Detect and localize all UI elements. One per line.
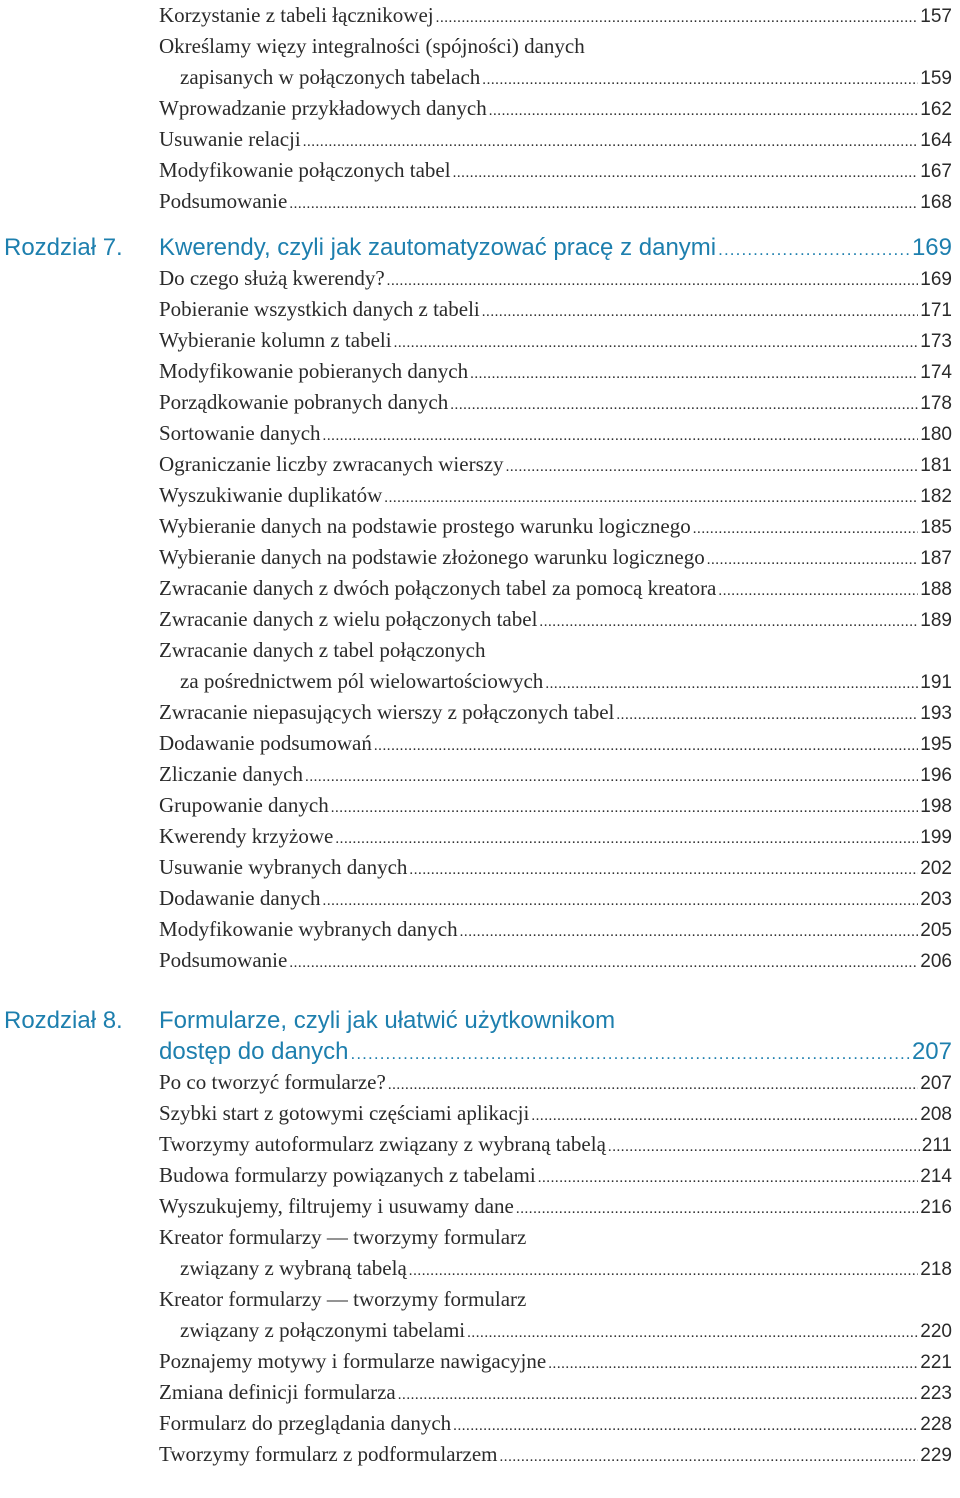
toc-entry[interactable] — [159, 155, 952, 186]
toc-entry-title: Podsumowanie — [159, 189, 288, 213]
toc-entry[interactable] — [159, 1439, 952, 1470]
toc-entry-title: Wybieranie danych na podstawie złożonego warunku logicznego — [159, 545, 705, 569]
toc-entry-line — [159, 1439, 952, 1473]
toc-entry-line — [159, 604, 952, 638]
dot-leader — [374, 728, 918, 762]
toc-entry-title: Tworzymy formularz z podformularzem — [159, 1442, 498, 1466]
toc-entry[interactable] — [159, 511, 952, 542]
toc-entry[interactable] — [159, 604, 952, 635]
toc-entry[interactable] — [159, 728, 952, 759]
toc-entry-line — [159, 155, 952, 189]
toc-entry-line — [159, 418, 952, 452]
toc-entry[interactable] — [159, 387, 952, 418]
toc-entry-line — [159, 1067, 952, 1101]
toc-entry[interactable] — [159, 635, 952, 697]
toc-entry-title: Podsumowanie — [159, 948, 288, 972]
page-number: 182 — [920, 486, 952, 507]
dot-leader — [289, 945, 918, 979]
page-number: 180 — [920, 424, 952, 445]
page-number: 206 — [920, 951, 952, 972]
page-number: 189 — [920, 610, 952, 631]
page-number: 203 — [920, 889, 952, 910]
toc-entry-title: Usuwanie relacji — [159, 127, 301, 151]
dot-leader — [323, 418, 919, 452]
dot-leader — [388, 1067, 918, 1101]
dot-leader — [394, 325, 919, 359]
toc-entry[interactable] — [159, 542, 952, 573]
toc-entry-title: Modyfikowanie połączonych tabel — [159, 158, 451, 182]
toc-entry[interactable] — [159, 1377, 952, 1408]
dot-leader — [331, 790, 919, 824]
page-number: 159 — [920, 68, 952, 89]
toc-entry[interactable] — [159, 0, 952, 31]
toc-entry-title: Zwracanie niepasujących wierszy z połączonych tabel — [159, 700, 615, 724]
toc-entry-line — [159, 511, 952, 545]
toc-entry[interactable] — [159, 1284, 952, 1346]
toc-entry[interactable] — [159, 852, 952, 883]
chapter-label: Rozdział 7. — [4, 234, 123, 261]
toc-entry-title: Zwracanie danych z dwóch połączonych tabel za pomocą kreatora — [159, 576, 717, 600]
toc-entry-line — [159, 852, 952, 886]
page-number: 188 — [920, 579, 952, 600]
page-number: 220 — [920, 1321, 952, 1342]
toc-entry-line — [159, 1222, 952, 1253]
toc-entry[interactable] — [159, 1129, 952, 1160]
toc-entry-title: Usuwanie wybranych danych — [159, 855, 408, 879]
dot-leader — [384, 480, 918, 514]
toc-entry[interactable] — [159, 759, 952, 790]
dot-leader — [506, 449, 919, 483]
page-number: 223 — [920, 1383, 952, 1404]
chapter-title-line — [159, 1005, 952, 1036]
toc-entry-line — [159, 945, 952, 979]
dot-leader — [453, 1408, 918, 1442]
dot-leader — [305, 759, 918, 793]
page-number: 191 — [920, 672, 952, 693]
dot-leader — [450, 387, 918, 421]
page-number: 218 — [920, 1259, 952, 1280]
toc-entry-title: Dodawanie podsumowań — [159, 731, 372, 755]
toc-entry[interactable] — [159, 790, 952, 821]
chapter-title-text: dostęp do danych — [159, 1038, 349, 1065]
toc-entry[interactable] — [159, 124, 952, 155]
page-number: 171 — [920, 300, 952, 321]
page-number: 198 — [920, 796, 952, 817]
page-number: 169 — [920, 269, 952, 290]
toc-entry-title: Pobieranie wszystkich danych z tabeli — [159, 297, 480, 321]
dot-leader — [499, 1439, 918, 1473]
chapter-page-number: 169 — [911, 234, 952, 261]
chapter-page-number: 207 — [911, 1038, 952, 1065]
toc-entry-title: Kreator formularzy — tworzymy formularz — [159, 1287, 527, 1311]
dot-leader — [467, 1315, 918, 1349]
toc-entry-line — [159, 821, 952, 855]
page-number: 208 — [920, 1104, 952, 1125]
toc-entry[interactable] — [159, 1408, 952, 1439]
toc-entry-line — [159, 883, 952, 917]
toc-entry[interactable] — [159, 1160, 952, 1191]
toc-entry-line — [159, 728, 952, 762]
page-number: 216 — [920, 1197, 952, 1218]
toc-entry[interactable] — [159, 914, 952, 945]
page-number: 157 — [920, 6, 952, 27]
dot-leader — [539, 604, 918, 638]
toc-entry-title: Po co tworzyć formularze? — [159, 1070, 386, 1094]
toc-entry-line — [159, 263, 952, 297]
chapter-title[interactable] — [159, 1005, 952, 1069]
toc-entry-line — [159, 186, 952, 220]
page-number: 168 — [920, 192, 952, 213]
toc-entry[interactable] — [159, 294, 952, 325]
dot-leader — [718, 232, 910, 265]
toc-entry-title: Wyszukiwanie duplikatów — [159, 483, 383, 507]
chapter-title-line — [159, 232, 952, 265]
toc-entry-title: Zwracanie danych z tabel połączonych — [159, 638, 486, 662]
toc-entry-line — [159, 1315, 952, 1349]
toc-entry-line — [159, 1191, 952, 1225]
toc-entry-title: Zwracanie danych z wielu połączonych tabel — [159, 607, 538, 631]
toc-entry-line — [159, 1284, 952, 1315]
toc-entry-title: związany z wybraną tabelą — [180, 1256, 407, 1280]
dot-leader — [616, 697, 918, 731]
dot-leader — [718, 573, 918, 607]
toc-entry[interactable] — [159, 945, 952, 976]
toc-entry-title: Dodawanie danych — [159, 886, 321, 910]
dot-leader — [516, 1191, 918, 1225]
toc-entry[interactable] — [159, 356, 952, 387]
page-number: 221 — [920, 1352, 952, 1373]
page-number: 207 — [920, 1073, 952, 1094]
page-number: 196 — [920, 765, 952, 786]
toc-entry-title: Wyszukujemy, filtrujemy i usuwamy dane — [159, 1194, 514, 1218]
toc-entry-line — [159, 356, 952, 390]
toc-entry-line — [159, 387, 952, 421]
toc-entry[interactable] — [159, 1222, 952, 1284]
toc-entry-title: Wybieranie kolumn z tabeli — [159, 328, 392, 352]
toc-entry-line — [159, 1129, 952, 1163]
toc-entry[interactable] — [159, 697, 952, 728]
toc-entry-title: Porządkowanie pobranych danych — [159, 390, 449, 414]
toc-entry[interactable] — [159, 93, 952, 124]
dot-leader — [548, 1346, 918, 1380]
toc-entry-title: Szybki start z gotowymi częściami aplikacji — [159, 1101, 530, 1125]
toc-entry-title: Ograniczanie liczby zwracanych wierszy — [159, 452, 504, 476]
dot-leader — [303, 124, 919, 158]
toc-entry-title: Sortowanie danych — [159, 421, 321, 445]
page-number: 211 — [921, 1135, 952, 1156]
toc-entry-line — [159, 1160, 952, 1194]
toc-entry-line — [159, 480, 952, 514]
toc-entry-title: Poznajemy motywy i formularze nawigacyjne — [159, 1349, 547, 1373]
toc-entry-title: Zmiana definicji formularza — [159, 1380, 396, 1404]
toc-entry-title: Określamy więzy integralności (spójności) danych — [159, 34, 585, 58]
toc-entry-line — [159, 1346, 952, 1380]
chapter-label: Rozdział 8. — [4, 1007, 123, 1034]
toc-entry[interactable] — [159, 883, 952, 914]
toc-entry-title: Wprowadzanie przykładowych danych — [159, 96, 487, 120]
toc-entry-title: Budowa formularzy powiązanych z tabelami — [159, 1163, 536, 1187]
dot-leader — [482, 62, 918, 96]
page-number: 199 — [920, 827, 952, 848]
page-number: 195 — [920, 734, 952, 755]
toc-entry-title: Tworzymy autoformularz związany z wybraną tabelą — [159, 1132, 606, 1156]
toc-entry[interactable] — [159, 480, 952, 511]
toc-entry-line — [159, 666, 952, 700]
toc-entry-line — [159, 449, 952, 483]
dot-leader — [436, 0, 919, 34]
page-number: 185 — [920, 517, 952, 538]
dot-leader — [489, 93, 919, 127]
toc-entry-title: Do czego służą kwerendy? — [159, 266, 385, 290]
toc-entry-line — [159, 1377, 952, 1411]
toc-entry[interactable] — [159, 263, 952, 294]
toc-entry[interactable] — [159, 1098, 952, 1129]
toc-entry-title: Wybieranie danych na podstawie prostego warunku logicznego — [159, 514, 691, 538]
dot-leader — [482, 294, 919, 328]
toc-entry[interactable] — [159, 325, 952, 356]
toc-entry[interactable] — [159, 1067, 952, 1098]
toc-entry-title: Grupowanie danych — [159, 793, 329, 817]
toc-entry-title: Kwerendy krzyżowe — [159, 824, 334, 848]
page-number: 167 — [920, 161, 952, 182]
dot-leader — [289, 186, 918, 220]
toc-entry-line — [159, 914, 952, 948]
toc-entry-line — [159, 62, 952, 96]
toc-entry-line — [159, 124, 952, 158]
toc-entry[interactable] — [159, 1346, 952, 1377]
dot-leader — [387, 263, 919, 297]
page-number: 205 — [920, 920, 952, 941]
dot-leader — [409, 1253, 919, 1287]
chapter-title-line — [159, 1036, 952, 1069]
dot-leader — [538, 1160, 919, 1194]
dot-leader — [335, 821, 918, 855]
dot-leader — [531, 1098, 918, 1132]
toc-entry-title: związany z połączonymi tabelami — [180, 1318, 466, 1342]
page-number: 193 — [920, 703, 952, 724]
toc-entry[interactable] — [159, 821, 952, 852]
toc-entry-line — [159, 1253, 952, 1287]
page-number: 214 — [920, 1166, 952, 1187]
toc-entry-title: Formularz do przeglądania danych — [159, 1411, 452, 1435]
toc-entry-line — [159, 93, 952, 127]
toc-entry-title: Korzystanie z tabeli łącznikowej — [159, 3, 434, 27]
page-number: 187 — [920, 548, 952, 569]
page-number: 174 — [920, 362, 952, 383]
page-number: 173 — [920, 331, 952, 352]
toc-entry[interactable] — [159, 573, 952, 604]
toc-entry-title: Modyfikowanie pobieranych danych — [159, 359, 469, 383]
toc-entry[interactable] — [159, 418, 952, 449]
toc-entry-line — [159, 759, 952, 793]
toc-entry-line — [159, 542, 952, 576]
page-number: 202 — [920, 858, 952, 879]
toc-entry-title: zapisanych w połączonych tabelach — [180, 65, 481, 89]
toc-entry-line — [159, 635, 952, 666]
dot-leader — [323, 883, 919, 917]
toc-entry-line — [159, 697, 952, 731]
dot-leader — [545, 666, 918, 700]
toc-entry[interactable] — [159, 31, 952, 93]
dot-leader — [350, 1036, 909, 1069]
toc-entry-line — [159, 0, 952, 34]
page-number: 181 — [920, 455, 952, 476]
page-number: 229 — [920, 1445, 952, 1466]
toc-entry-line — [159, 31, 952, 62]
toc-entry-line — [159, 790, 952, 824]
chapter-title[interactable] — [159, 232, 952, 265]
dot-leader — [707, 542, 919, 576]
toc-entry-line — [159, 1098, 952, 1132]
dot-leader — [453, 155, 919, 189]
toc-entry-title: Kreator formularzy — tworzymy formularz — [159, 1225, 527, 1249]
dot-leader — [460, 914, 919, 948]
toc-entry-line — [159, 1408, 952, 1442]
page-number: 162 — [920, 99, 952, 120]
toc-entry-title: Modyfikowanie wybranych danych — [159, 917, 458, 941]
page-number: 178 — [920, 393, 952, 414]
page-number: 164 — [920, 130, 952, 151]
toc-entry[interactable] — [159, 1191, 952, 1222]
dot-leader — [398, 1377, 919, 1411]
toc-entry-line — [159, 294, 952, 328]
chapter-title-text: Formularze, czyli jak ułatwić użytkownikom — [159, 1007, 616, 1034]
toc-entry[interactable] — [159, 449, 952, 480]
dot-leader — [409, 852, 918, 886]
toc-entry[interactable] — [159, 186, 952, 217]
dot-leader — [470, 356, 918, 390]
page-number: 228 — [920, 1414, 952, 1435]
toc-entry-line — [159, 325, 952, 359]
chapter-title-text: Kwerendy, czyli jak zautomatyzować pracę z danymi — [159, 234, 717, 261]
dot-leader — [608, 1129, 920, 1163]
dot-leader — [693, 511, 919, 545]
toc-entry-title: za pośrednictwem pól wielowartościowych — [180, 669, 544, 693]
toc-entry-line — [159, 573, 952, 607]
toc-entry-title: Zliczanie danych — [159, 762, 304, 786]
